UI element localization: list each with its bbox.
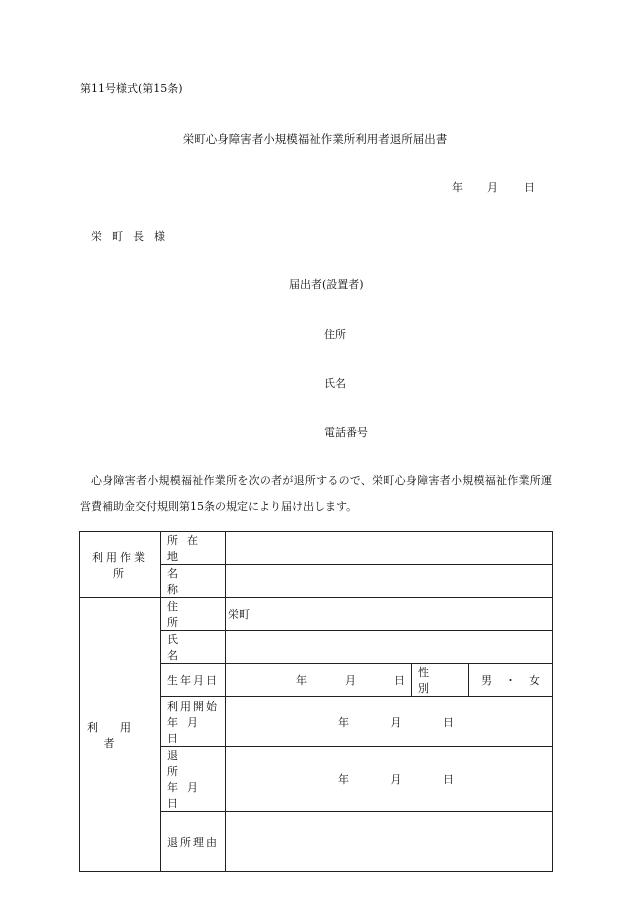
sex-separator: ・ [505,674,516,687]
start-date-fields [232,714,546,730]
applicant-name-label: 氏名 [324,377,346,390]
start-day-label: 日 [443,715,454,729]
address-value-cell[interactable]: 栄町 [226,598,553,631]
facility-name-label-text: 名称 [167,567,204,596]
address-label [161,598,226,631]
date-month-label: 月 [487,181,498,194]
applicant-address-label: 住所 [324,328,346,341]
address-label-text: 住所 [167,600,204,629]
person-name-label-text: 氏名 [167,633,204,662]
start-date-label-line2: 年月日 [167,715,207,745]
applicant-heading: 届出者(設置者) [289,278,364,291]
leave-date-value-cell[interactable] [226,747,553,812]
person-name-label [161,631,226,664]
sex-value-cell[interactable] [469,664,553,697]
birth-date-label-text: 生年月日 [167,674,219,687]
applicant-phone-label: 電話番号 [324,426,368,439]
date-year-label: 年 [452,181,463,194]
leave-day-label: 日 [443,773,454,786]
birth-month-label: 月 [345,674,356,687]
birth-day-label: 日 [394,674,405,687]
leave-reason-value-cell[interactable] [226,812,553,872]
facility-name-value-cell[interactable] [226,565,553,598]
start-month-label: 月 [390,715,402,729]
sex-label-text: 性別 [418,666,451,695]
person-name-value-cell[interactable] [226,631,553,664]
facility-name-label [161,565,226,598]
facility-category-label: 利用作業所 [80,532,161,598]
leave-month-label: 月 [390,773,402,786]
start-date-value-cell[interactable] [226,697,553,747]
leave-reason-label [161,812,226,872]
sex-label [412,664,469,697]
document-title: 栄町心身障害者小規模福祉作業所利用者退所届出書 [182,132,448,146]
leave-date-label-line2: 年月日 [167,781,207,810]
birth-date-fields [232,672,405,688]
sex-male-option[interactable]: 男 [481,674,492,687]
user-category-label: 利用者 [80,598,161,872]
leave-date-label [161,747,226,812]
sex-female-option[interactable]: 女 [529,674,540,687]
user-info-table [79,531,553,872]
start-year-label: 年 [338,715,349,729]
location-label-text: 所在地 [167,534,207,563]
location-value-cell[interactable] [226,532,553,565]
form-number: 第11号様式(第15条) [80,82,183,95]
location-label [161,532,226,565]
leave-date-fields [232,771,546,787]
leave-year-label: 年 [338,773,349,786]
birth-year-label: 年 [296,674,307,687]
birth-date-label [161,664,226,697]
leave-reason-label-text: 退所理由 [167,835,219,849]
body-text: 心身障害者小規模福祉作業所を次の者が退所するので、栄町心身障害者小規模福祉作業所運営費補助金交付規則第15条の規定により届け出します。 [80,474,552,513]
start-date-label [161,697,226,747]
date-day-label: 日 [524,181,535,194]
start-date-label-line1: 利用開始 [167,699,219,713]
addressee: 栄町長様 [91,230,175,243]
sex-options [475,672,546,688]
birth-date-value-cell[interactable] [226,664,412,697]
leave-date-label-line1: 退所 [167,749,204,778]
